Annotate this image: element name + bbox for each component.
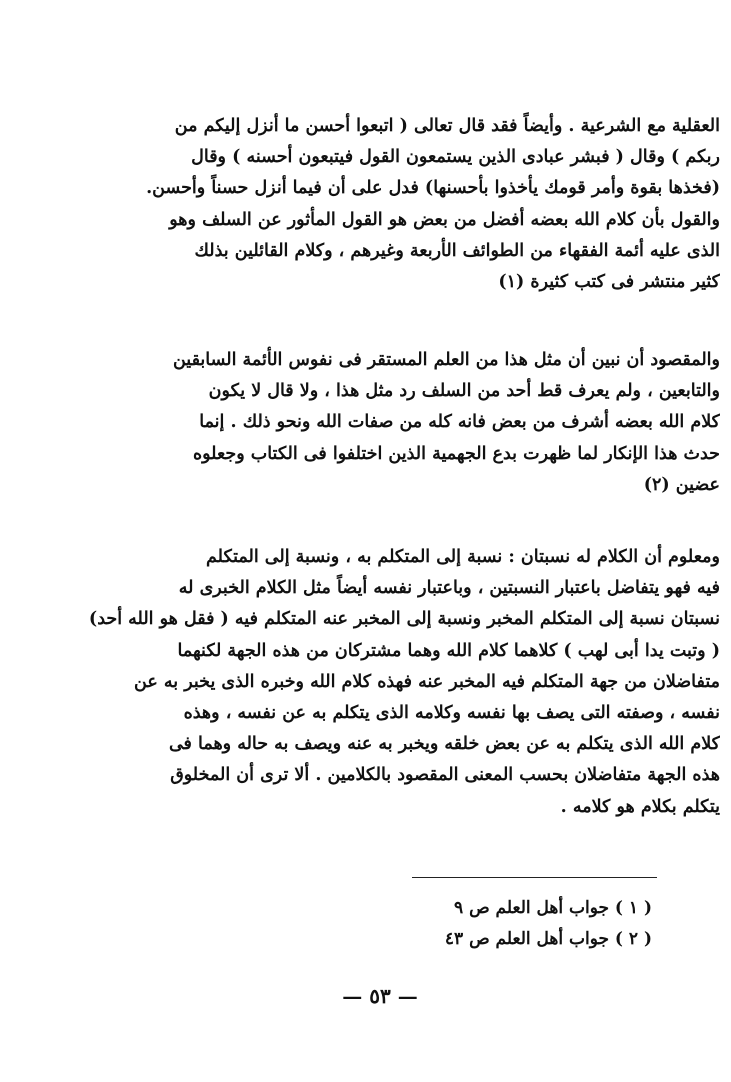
text-line: حدث هذا الإنكار لما ظهرت بدع الجهمية الذين اختلفوا فى الكتاب وجعلوه [192,443,720,464]
text-line: كلام الله الذى يتكلم به عن بعض خلقه ويخبر به عنه ويصف به حاله وهما فى [168,734,720,755]
text-line: عضين (٢) [643,474,720,495]
text-line: ( وتبت يدا أبى لهب ) كلاهما كلام الله وهما مشتركان من هذه الجهة لكنهما [177,640,720,661]
text-line: كلام الله بعضه أشرف من بعض فانه كله من صفات الله ونحو ذلك . إنما [199,412,720,433]
footnote-1: ( ١ ) جواب أهل العلم ص ٩ [454,898,652,918]
paragraph-2 [88,345,720,501]
text-line: ومعلوم أن الكلام له نسبتان : نسبة إلى المتكلم به ، ونسبة إلى المتكلم [206,547,720,567]
text-line: متفاضلان من جهة المتكلم فيه المخبر عنه فهذه كلام الله وخبره الذى يخبر به عن [134,671,720,692]
text-line: الذى عليه أئمة الفقهاء من الطوائف الأربعة وغيرهم ، وكلام القائلين بذلك [194,240,720,261]
page-number: — ٥٣ — [342,984,418,1008]
text-line: كثير منتشر فى كتب كثيرة (١) [498,272,720,293]
text-line: العقلية مع الشرعية . وأيضاً فقد قال تعالى ( اتبعوا أحسن ما أنزل إليكم من [174,116,720,136]
footnote-divider [412,877,657,878]
text-line: ربكم ) وقال ( فبشر عبادى الذين يستمعون القول فيتبعون أحسنه ) وقال [191,147,720,168]
text-line: يتكلم بكلام هو كلامه . [560,796,720,817]
text-line: والقول بأن كلام الله بعضه أفضل من بعض هو القول المأثور عن السلف وهو [169,209,720,230]
text-line: هذه الجهة متفاضلان بحسب المعنى المقصود بالكلامين . ألا ترى أن المخلوق [170,765,720,786]
text-line: (فخذها بقوة وأمر قومك يأخذوا بأحسنها) فدل على أن فيما أنزل حسناً وأحسن. [146,178,720,199]
footnote-2: ( ٢ ) جواب أهل العلم ص ٤٣ [444,929,652,949]
text-line: والتابعين ، ولم يعرف قط أحد من السلف رد مثل هذا ، ولا قال لا يكون [208,381,720,402]
text-line: نسبتان نسبة إلى المتكلم المخبر ونسبة إلى المخبر عنه المتكلم فيه ( فقل هو الله أحد) [88,609,720,630]
footnotes [380,893,652,955]
text-line: نفسه ، وصفته التى يصف بها نفسه وكلامه الذى يتكلم به عن نفسه ، وهذه [183,703,720,724]
paragraph-3 [88,542,720,823]
text-line: فيه فهو يتفاضل باعتبار النسبتين ، وباعتبار نفسه أيضاً مثل الكلام الخبرى له [178,578,720,599]
text-line: والمقصود أن نبين أن مثل هذا من العلم المستقر فى نفوس الأئمة السابقين [172,350,720,370]
paragraph-1 [88,111,720,298]
